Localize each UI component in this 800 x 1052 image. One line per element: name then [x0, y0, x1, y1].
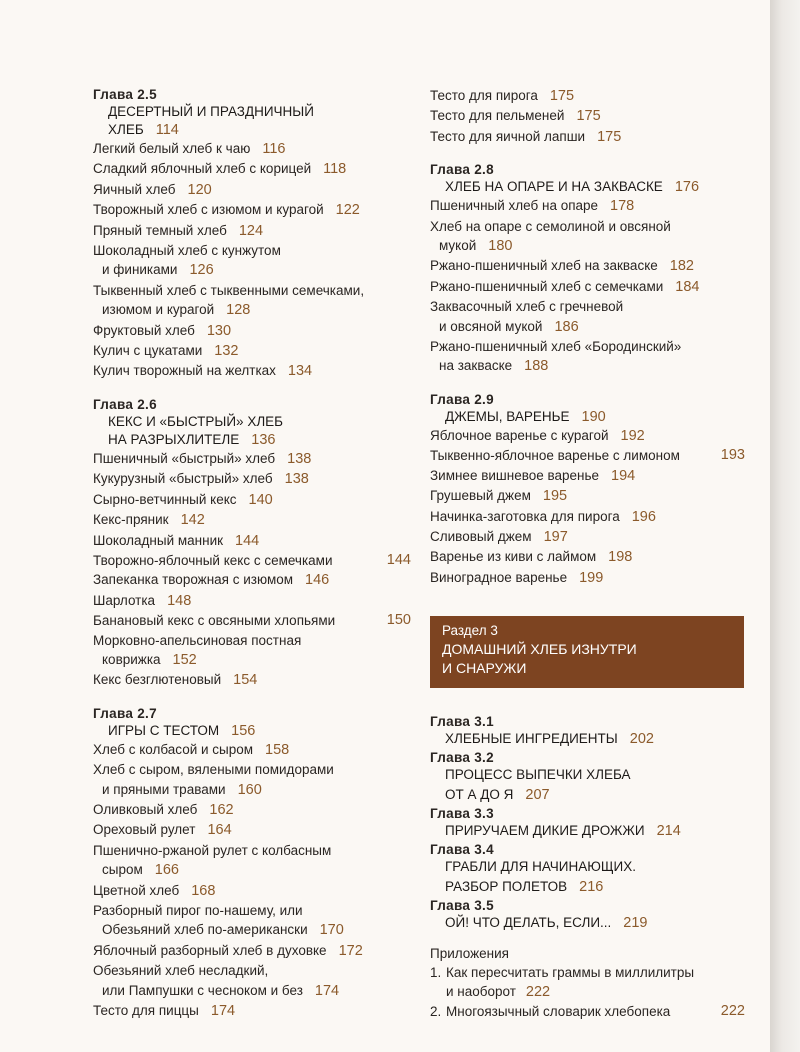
chapter-label: Глава 3.3 [430, 806, 494, 822]
appendix-item[interactable]: 1. Как пересчитать граммы в миллилитры и наоборот 222 [430, 965, 695, 1001]
toc-entry[interactable]: Цветной хлеб 168 [93, 882, 216, 899]
toc-entry[interactable]: Пшеничный «быстрый» хлеб 138 [93, 450, 312, 467]
toc-entry[interactable]: Тесто для пиццы 174 [93, 1003, 236, 1020]
toc-entry[interactable]: Кулич творожный на желтках 134 [93, 363, 313, 380]
chapter-2-9 [430, 391, 745, 588]
chapter-title[interactable]: ДЖЕМЫ, ВАРЕНЬЕ 190 [445, 408, 606, 425]
chapter-2-7 [93, 705, 411, 1022]
toc-entry[interactable]: Яблочный разборный хлеб в духовке 172 [93, 942, 363, 959]
chapter-title[interactable]: ПРОЦЕСС ВЫПЕЧКИ ХЛЕБА ОТ А ДО Я 207 [445, 767, 631, 804]
toc-entry[interactable]: Творожно-яблочный кекс с семечками 144 [93, 551, 411, 568]
toc-entry[interactable]: Хлеб с сыром, вялеными помидорами и пряными травами 160 [93, 762, 334, 798]
toc-entry[interactable]: Сладкий яблочный хлеб с корицей 118 [93, 161, 347, 178]
chapter-2-6 [93, 396, 411, 691]
toc-entry[interactable]: Зимнее вишневое варенье 194 [430, 467, 636, 484]
chapter-title[interactable]: ХЛЕБ НА ОПАРЕ И НА ЗАКВАСКЕ 176 [445, 179, 700, 196]
chapter-3-2 [430, 750, 745, 805]
chapter-2-5 [93, 86, 411, 382]
toc-entry[interactable]: Ореховый рулет 164 [93, 822, 232, 839]
appendix-heading: Приложения [430, 946, 509, 962]
page-number: 114 [155, 122, 179, 138]
toc-entry[interactable]: Виноградное варенье 199 [430, 569, 604, 586]
toc-entry[interactable]: Хлеб с колбасой и сыром 158 [93, 741, 290, 758]
toc-entry[interactable]: Обезьяний хлеб несладкий, или Пампушки с чесноком и без 174 [93, 963, 340, 999]
chapter-title[interactable]: ГРАБЛИ ДЛЯ НАЧИНАЮЩИХ. РАЗБОР ПОЛЕТОВ 216 [445, 859, 636, 896]
chapter-label: Глава 3.1 [430, 714, 494, 730]
chapter-title[interactable]: ИГРЫ С ТЕСТОМ 156 [108, 722, 256, 739]
chapter-title[interactable]: ДЕСЕРТНЫЙ И ПРАЗДНИЧНЫЙ ХЛЕБ 114 [108, 104, 314, 138]
toc-entry[interactable]: Яблочное варенье с курагой 192 [430, 427, 645, 444]
toc-entry[interactable]: Ржано-пшеничный хлеб с семечками 184 [430, 278, 700, 295]
toc-entry[interactable]: Оливковый хлеб 162 [93, 801, 234, 818]
toc-entry[interactable]: Пшенично-ржаной рулет с колбасным сыром 166 [93, 842, 332, 879]
toc-entry[interactable]: Тесто для пирога 175 [430, 88, 575, 104]
toc-entry[interactable]: Пшеничный хлеб на опаре 178 [430, 198, 635, 215]
toc-entry[interactable]: Шоколадный хлеб с кунжутом и финиками 126 [93, 243, 281, 279]
chapter-label: Глава 2.5 [93, 87, 157, 102]
chapter-title[interactable]: ОЙ! ЧТО ДЕЛАТЬ, ЕСЛИ... 219 [445, 915, 648, 932]
chapter-2-8 [430, 161, 745, 377]
toc-entry[interactable]: Заквасочный хлеб с гречневой и овсяной мукой 186 [430, 299, 624, 335]
toc-entry[interactable]: Морковно-апельсиновая постная коврижка 152 [93, 632, 302, 668]
toc-right-column [430, 86, 745, 1021]
toc-entry[interactable]: Разборный пирог по-нашему, или Обезьяний хлеб по-американски 170 [93, 903, 344, 939]
toc-entry[interactable]: Сливовый джем 197 [430, 528, 568, 545]
chapter-label: Глава 2.9 [430, 391, 494, 407]
chapter-label: Глава 3.5 [430, 898, 494, 914]
toc-entry[interactable]: Варенье из киви с лаймом 198 [430, 549, 633, 566]
toc-entry[interactable]: Запеканка творожная с изюмом 146 [93, 572, 330, 589]
toc-entry[interactable]: Шоколадный манник 144 [93, 532, 260, 549]
toc-entry[interactable]: Тыквенный хлеб с тыквенными семечками, изюмом и курагой 128 [93, 282, 365, 319]
toc-entry[interactable]: Сырно-ветчинный кекс 140 [93, 491, 273, 508]
section-title: ДОМАШНИЙ ХЛЕБ ИЗНУТРИ И СНАРУЖИ [442, 641, 637, 677]
toc-entry[interactable]: Банановый кекс с овсяными хлопьями 150 [93, 612, 411, 629]
chapter-label: Глава 2.7 [93, 705, 157, 721]
chapter-title[interactable]: КЕКС И «БЫСТРЫЙ» ХЛЕБ НА РАЗРЫХЛИТЕЛЕ 136 [108, 413, 284, 448]
chapter-title[interactable]: ХЛЕБНЫЕ ИНГРЕДИЕНТЫ 202 [445, 731, 654, 748]
toc-entry[interactable]: Творожный хлеб с изюмом и курагой 122 [93, 202, 360, 219]
toc-entry[interactable]: Тесто для пельменей 175 [430, 108, 601, 125]
toc-entry[interactable]: Грушевый джем 195 [430, 488, 568, 505]
toc-entry[interactable]: Шарлотка 148 [93, 592, 192, 609]
appendix [430, 945, 745, 1021]
chapter-label: Глава 3.4 [430, 842, 494, 858]
toc-entry[interactable]: Тыквенно-яблочное варенье с лимоном 193 [430, 447, 745, 464]
toc-entry[interactable]: Фруктовый хлеб 130 [93, 322, 232, 339]
chapter-title[interactable]: ПРИРУЧАЕМ ДИКИЕ ДРОЖЖИ 214 [445, 823, 681, 840]
toc-entry[interactable]: Тесто для яичной лапши 175 [430, 128, 622, 145]
chapter-3-1 [430, 714, 745, 749]
toc-entry[interactable]: Кукурузный «быстрый» хлеб 138 [93, 471, 309, 488]
chapter-3-4 [430, 842, 745, 897]
chapter-label: Глава 3.2 [430, 750, 494, 766]
chapter-label: Глава 2.6 [93, 396, 157, 412]
chapter-3-3 [430, 806, 745, 841]
chapter-2-7-continued [430, 86, 745, 147]
section-label: Раздел 3 [442, 623, 498, 639]
toc-entry[interactable]: Кулич с цукатами 132 [93, 343, 239, 360]
toc-entry[interactable]: Легкий белый хлеб к чаю 116 [93, 141, 286, 157]
appendix-item[interactable]: 2. Многоязычный словарик хлебопека 222 [430, 1003, 745, 1020]
toc-entry[interactable]: Яичный хлеб 120 [93, 181, 212, 198]
toc-left-column [93, 86, 411, 1035]
page-edge [770, 0, 800, 1052]
chapter-label: Глава 2.8 [430, 162, 494, 178]
toc-entry[interactable]: Кекс-пряник 142 [93, 512, 205, 529]
toc-entry[interactable]: Начинка-заготовка для пирога 196 [430, 508, 656, 525]
toc-entry[interactable]: Хлеб на опаре с семолиной и овсяной мукой 180 [430, 218, 671, 255]
section-3-banner[interactable] [430, 616, 744, 688]
toc-entry[interactable]: Кекс безглютеновый 154 [93, 672, 258, 689]
toc-entry[interactable]: Ржано-пшеничный хлеб «Бородинский» на закваске 188 [430, 339, 682, 375]
toc-entry[interactable]: Ржано-пшеничный хлеб на закваске 182 [430, 258, 694, 275]
toc-entry[interactable]: Пряный темный хлеб 124 [93, 222, 264, 239]
chapter-3-5 [430, 898, 745, 933]
